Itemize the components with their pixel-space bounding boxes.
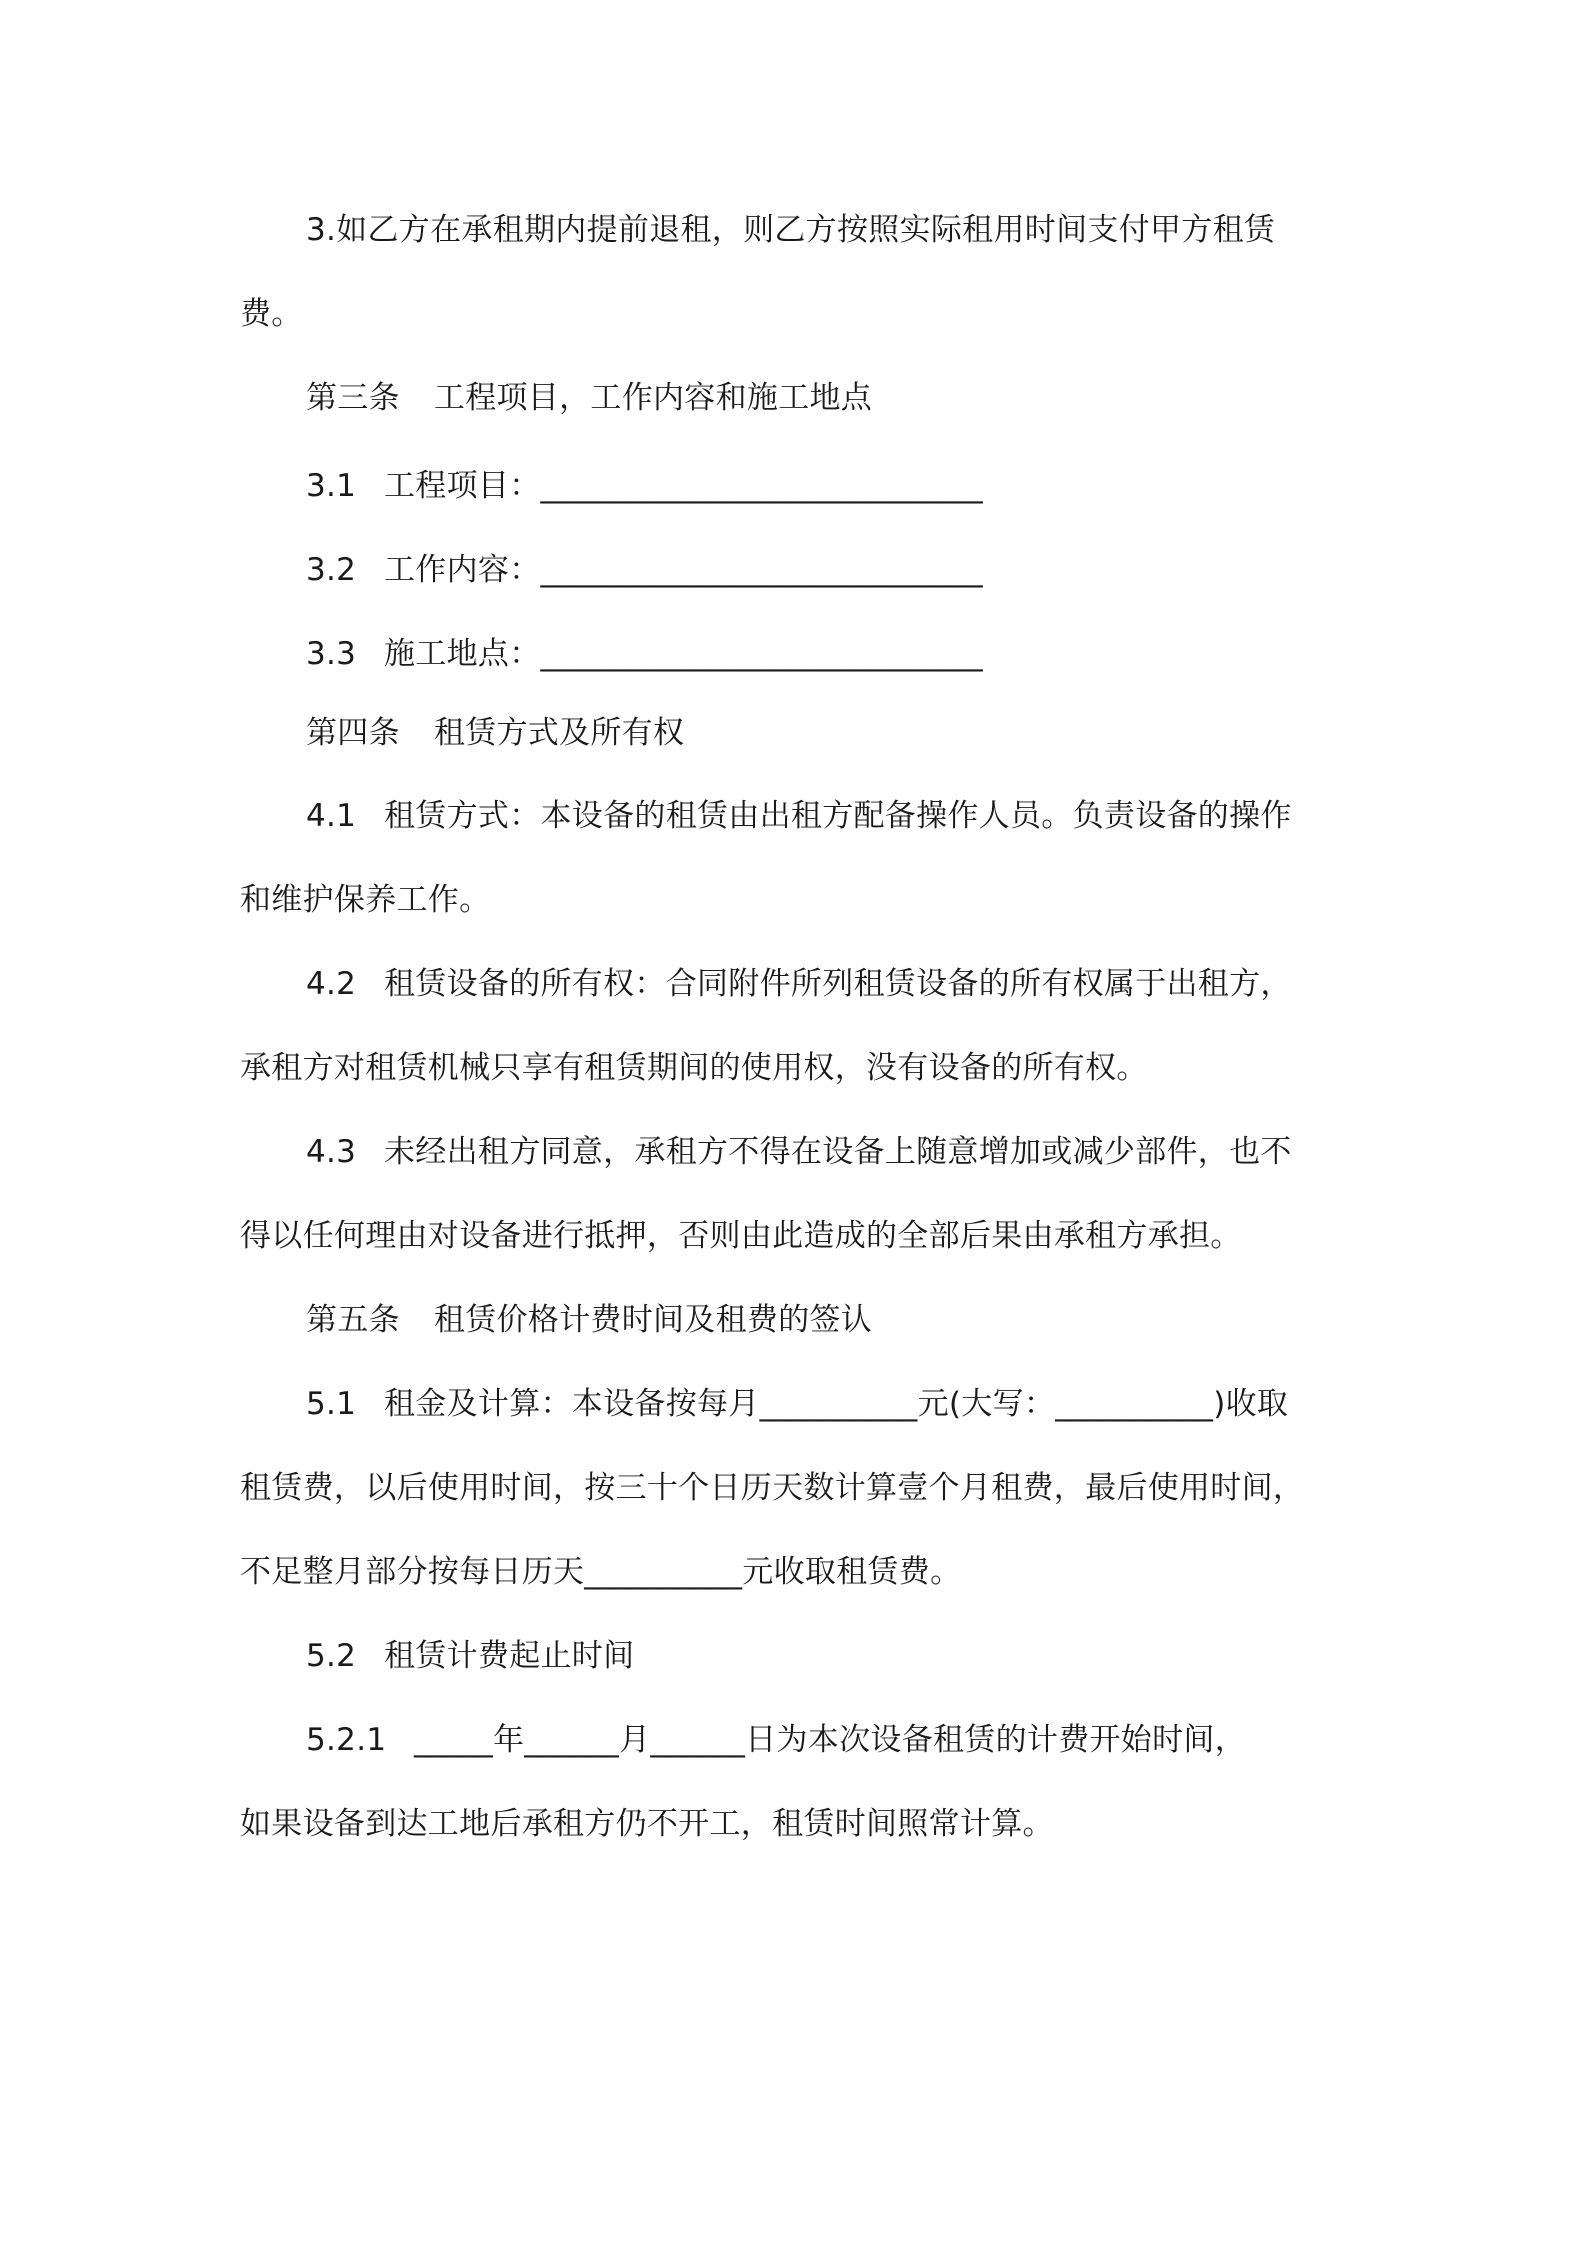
clause-4-1-line-2: 和维护保养工作。	[240, 882, 491, 918]
article-title: 租赁价格计费时间及租费的签认	[433, 1302, 873, 1338]
article-number: 第三条	[306, 380, 400, 416]
clause-text: 未经出租方同意，承租方不得在设备上随意增加或减少部件，也不	[384, 1134, 1292, 1170]
paragraph-3-line-2: 费。	[240, 296, 303, 332]
article-5-heading	[306, 1300, 1386, 1340]
clause-4-2-line-1	[306, 964, 1386, 1004]
clause-text: 施工地点：____________________________	[384, 636, 983, 672]
clause-text: 租金及计算：本设备按每月__________元(大写：__________)收取	[384, 1386, 1289, 1422]
clause-number: 4.3	[306, 1134, 357, 1170]
clause-number: 3.2	[306, 552, 357, 588]
article-title: 租赁方式及所有权	[433, 715, 685, 751]
clause-number: 3.3	[306, 636, 357, 672]
clause-3-2	[306, 550, 1386, 590]
clause-number: 5.2.1	[306, 1722, 387, 1758]
clause-5-1-line-2: 租赁费，以后使用时间，按三十个日历天数计算壹个月租费，最后使用时间，	[240, 1470, 1305, 1506]
clause-text: 租赁方式：本设备的租赁由出租方配备操作人员。负责设备的操作	[384, 798, 1292, 834]
clause-number: 4.1	[306, 798, 357, 834]
clause-number: 4.2	[306, 966, 357, 1002]
clause-text: _____年______月______日为本次设备租赁的计费开始时间，	[414, 1722, 1246, 1758]
clause-4-1-line-1	[306, 796, 1386, 836]
clause-text: 工程项目：____________________________	[384, 468, 983, 504]
clause-text: 工作内容：____________________________	[384, 552, 983, 588]
clause-3-3	[306, 634, 1386, 674]
clause-5-1-line-3: 不足整月部分按每日历天__________元收取租赁费。	[240, 1554, 962, 1590]
paragraph-3-line-1: 3.如乙方在承租期内提前退租，则乙方按照实际租用时间支付甲方租赁	[306, 212, 1276, 248]
clause-text: 租赁设备的所有权：合同附件所列租赁设备的所有权属于出租方，	[384, 966, 1292, 1002]
article-3-heading	[306, 378, 1386, 418]
article-title: 工程项目，工作内容和施工地点	[433, 380, 873, 416]
clause-text: 租赁计费起止时间	[384, 1638, 635, 1674]
article-number: 第四条	[306, 715, 400, 751]
article-4-heading	[306, 713, 1386, 753]
clause-number: 3.1	[306, 468, 357, 504]
clause-5-2	[306, 1636, 1386, 1676]
clause-number: 5.1	[306, 1386, 357, 1422]
clause-3-1	[306, 466, 1386, 506]
article-number: 第五条	[306, 1302, 400, 1338]
clause-4-3-line-1	[306, 1132, 1386, 1172]
clause-5-2-1-line-2: 如果设备到达工地后承租方仍不开工，租赁时间照常计算。	[240, 1806, 1054, 1842]
clause-5-2-1-line-1	[306, 1720, 1386, 1760]
clause-number: 5.2	[306, 1638, 357, 1674]
clause-4-2-line-2: 承租方对租赁机械只享有租赁期间的使用权，没有设备的所有权。	[240, 1050, 1148, 1086]
clause-5-1-line-1	[306, 1384, 1386, 1424]
clause-4-3-line-2: 得以任何理由对设备进行抵押，否则由此造成的全部后果由承租方承担。	[240, 1218, 1242, 1254]
